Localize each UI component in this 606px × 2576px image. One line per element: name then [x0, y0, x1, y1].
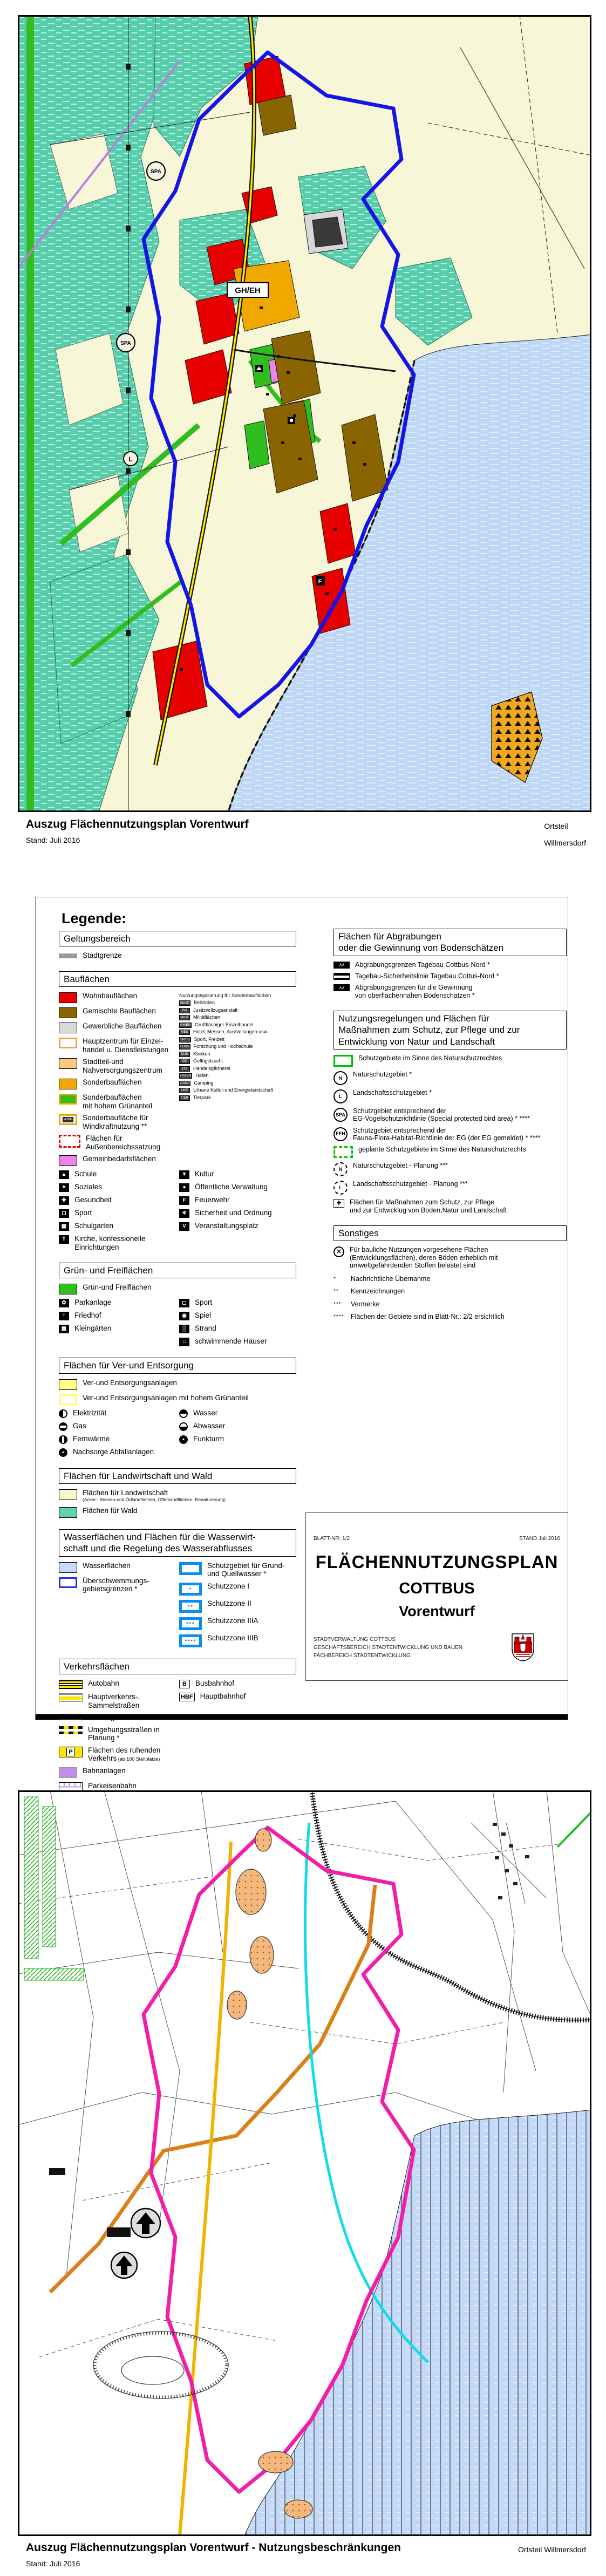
legend-item-schulgarten-icon: ▦ Schulgarten: [59, 1222, 176, 1231]
legend-item-nachsorge-abfallanlagen-icon: ▲ Nachsorge Abfallanlagen: [59, 1448, 176, 1457]
ffh-symbol-swatch: FFH: [333, 1127, 348, 1141]
legend-item-typcode: FORS Forschung und Hochschule: [180, 1044, 253, 1050]
section-heading-landwirtschaft-wald: Flächen für Landwirtschaft und Wald: [59, 1468, 296, 1484]
wasser-icon-swatch: [179, 1409, 188, 1418]
kultur-icon-swatch: ▼: [179, 1170, 189, 1179]
authority-lines: STADTVERWALTUNG COTTBUS GESCHÄFTSBEREICH STADTENTWICKLUNG UND BAUEN FACHBEREICH STADTENTWICKLUNG: [314, 1637, 462, 1659]
legend-item-elektrizitaet-icon: Elektrizität: [59, 1409, 176, 1418]
legend-item-ver-entsorgungsanlagen-gruen: Ver-und Entsorgungsanlagen mit hohem Grünanteil: [59, 1394, 296, 1405]
geplante-schutzgebiete-swatch: [333, 1146, 353, 1158]
legend-item-typcode: JVA Justizvollzugsanstalt: [179, 1007, 296, 1013]
schutzzone-3a-swatch: ●●●: [179, 1617, 202, 1630]
typcode-swatch: MILIT: [179, 1015, 190, 1020]
map1-caption: [26, 818, 591, 847]
typcode-swatch: CAMP: [180, 1081, 190, 1085]
naturschutzgebiet-planung-symbol-swatch: N: [333, 1162, 348, 1176]
ver-entsorgungsanlagen-gruen-swatch: [59, 1394, 77, 1405]
kleingaerten-icon-swatch: ▩: [59, 1325, 69, 1333]
legend-item-ueberschwemmungsgebietsgrenzen: Überschwemmungs- gebietsgrenzen *: [59, 1577, 176, 1593]
typcode-swatch: KLIN: [179, 1052, 190, 1057]
legend-item-entwicklungsflaechen-belastet-symbol: ✕ Für bauliche Nutzungen vorgesehene Flächen (Entwicklungsflächen), deren Böden erheblich mit umweltgefährdenden Stoffen belastet sind: [333, 1246, 567, 1269]
legend-item-typcode: MILIT Militäflächen: [179, 1014, 296, 1020]
wasserflaechen-swatch: [59, 1562, 77, 1573]
ver-entsorgungsanlagen-swatch: [59, 1379, 77, 1390]
schulgarten-icon-swatch: ▦: [59, 1222, 69, 1231]
typcode-swatch: GH/EH: [180, 1023, 191, 1027]
abgrabungsgrenzen-tagebau-swatch: ∧∧: [333, 962, 350, 969]
legend-item-hauptzentrum: Hauptzentrum für Einzel- handel u. Dienstleistungen: [59, 1037, 176, 1054]
legend-item-sonderbauflaechen-gruen: Sonderbauflächen mit hohem Grünanteil: [59, 1093, 176, 1110]
section-heading-nutzungsregelungen: Nutzungsregelungen und Flächen für Maßnahmen zum Schutz, zur Pflege und zur Entwicklung von Natur und Landschaft: [333, 1011, 567, 1050]
section-heading-verkehrsflaechen: Verkehrsflächen: [59, 1659, 296, 1674]
section-heading-bauflaechen: Bauflächen: [59, 971, 296, 987]
typcode-swatch: HAFEN: [180, 1074, 192, 1078]
legend-item-typcode: CAMP Camping: [180, 1080, 214, 1086]
sicherheit-ordnung-icon-swatch: ✳: [179, 1209, 189, 1218]
svg-text:GH/EH: GH/EH: [235, 286, 261, 295]
map-flaechennutzungsplan-vorentwurf: [18, 15, 591, 812]
legend-item-spa-symbol: SPA Schutzgebiet entsprechend der EG-Vogelschutzrichtlinie (Special protected bird area) * ****: [333, 1107, 567, 1123]
autobahn-line-swatch: [59, 1680, 83, 1689]
map1-caption-ortsteil: Ortsteil Willmersdorf: [544, 822, 586, 847]
legend-item-note-1: * Nachrichtliche Übernahme: [333, 1273, 567, 1284]
schutzzone-3b-swatch: ●●●●: [179, 1634, 202, 1647]
legend-item-naturschutzgebiet-symbol: N Naturschutzgebiet *: [333, 1071, 567, 1085]
typcode-swatch: GZ: [179, 1059, 190, 1064]
schutzgebiet-grundwasser-swatch: [179, 1562, 202, 1575]
flaechen-landwirtschaft-swatch: [59, 1489, 77, 1500]
legend-subheading: Nutzungstypisierung für Sonderbauflächen: [179, 993, 271, 999]
legend-item-gewerbliche-bauflaechen: Gewerbliche Bauflächen: [59, 1022, 176, 1033]
bahnanlagen-swatch: [59, 1767, 77, 1778]
legend-item-umgehungsstrassen-line: Umgehungsstraßen in Planung *: [59, 1726, 176, 1742]
spa-symbol-swatch: SPA: [333, 1108, 348, 1122]
schule-icon-swatch: ▲: [59, 1170, 69, 1179]
umgehungsstrassen-line-swatch: [59, 1726, 83, 1734]
legend-item-parkanlage-icon: ✿ Parkanlage: [59, 1298, 176, 1307]
section-heading-verentsorgung: Flächen für Ver-und Entsorgung: [59, 1358, 296, 1373]
entwicklungsflaechen-belastet-symbol-swatch: ✕: [333, 1246, 344, 1257]
schutzzone-1-swatch: ●: [179, 1583, 202, 1596]
legend-title: Legende:: [62, 910, 127, 926]
gh-eh-label: [227, 283, 268, 297]
legend-page: [35, 897, 568, 1790]
svg-text:F: F: [318, 578, 322, 585]
legend-item-autobahn-line: Autobahn: [59, 1679, 176, 1689]
legend-item-aussenbereichssatzung: Flächen für Außenbereichssatzung: [59, 1134, 176, 1151]
abwasser-icon-swatch: [179, 1422, 188, 1431]
aussenbereichssatzung-swatch: [59, 1135, 80, 1148]
legend-section-nutzungsregelungen: [333, 1011, 567, 1218]
stand-label: STAND Juli 2016: [519, 1536, 560, 1542]
legend-item-typcode: GZ Geflügelzucht: [179, 1058, 296, 1064]
legend-item-typcode: MES Hotel, Messen, Ausstellungen usw.: [179, 1029, 296, 1035]
hauptverkehrsstrassen-line-swatch: [59, 1693, 83, 1702]
gemischte-bauflaechen-swatch: [59, 1007, 77, 1018]
legend-item-hauptverkehrsstrassen-line: Hauptverkehrs-, Sammelstraßen: [59, 1693, 176, 1709]
legend-item-typcode: HG Handelsgärtnerei: [179, 1066, 296, 1072]
schwimmende-haeuser-icon-swatch: ⌂: [179, 1338, 189, 1346]
section-heading-wasserflaechen: Wasserflächen und Flächen für die Wasserwirt- schaft und die Regelung des Wasserabflusses: [59, 1529, 296, 1557]
hauptbahnhof-symbol-swatch: HBF: [179, 1693, 195, 1701]
schutzgebiete-naturschutzrecht-swatch: [333, 1055, 353, 1067]
section-heading-gruenflaechen: Grün- und Freiflächen: [59, 1263, 296, 1278]
svg-text:SPA: SPA: [120, 340, 131, 346]
landschaftsschutzgebiet-symbol-swatch: L: [333, 1089, 348, 1103]
legend-item-sonderbauflaechen: Sonderbauflächen: [59, 1078, 176, 1089]
section-heading-abgrabungen: Flächen für Abgrabungen oder die Gewinnung von Bodenschätzen: [333, 929, 567, 956]
legend-item-massnahmen-flaechen-symbol: ✚ Flächen für Maßnahmen zum Schutz, zur Pflege und zur Entwicklug von Boden,Natur und Landschaft: [333, 1198, 567, 1214]
sonderbauflaeche-windkraft-swatch: WIND: [59, 1114, 77, 1125]
legend-item-fernwaerme-icon: Fernwärme: [59, 1435, 176, 1444]
legend-section-landwirtschaft-wald: [59, 1468, 296, 1522]
typcode-swatch: HG: [179, 1066, 190, 1072]
legend-item-gesundheit-icon: ✚ Gesundheit: [59, 1196, 176, 1205]
legend-item-wasser-icon: Wasser: [179, 1409, 296, 1418]
section-heading-geltungsbereich: Geltungsbereich: [59, 931, 296, 946]
tagebau-sicherheitslinie-swatch: [333, 973, 350, 980]
legend-section-gruenflaechen: [59, 1263, 296, 1350]
naturschutzgebiet-symbol-swatch: N: [333, 1071, 348, 1085]
oeffentliche-verwaltung-icon-swatch: ●: [179, 1183, 189, 1192]
legend-item-stadtgrenze-line: Stadtgrenze: [59, 951, 296, 960]
typcode-swatch: FORS: [180, 1045, 189, 1049]
legend-item-sport-gruen-icon: ◻ Sport: [179, 1298, 296, 1307]
legend-item-kirche-icon: ✝ Kirche, konfessionelle Einrichtungen: [59, 1235, 176, 1251]
legend-item-bahnanlagen: Bahnanlagen: [59, 1767, 176, 1778]
lsg-circle-label: L: [128, 455, 133, 463]
stadtteil-nahversorgungszentrum-swatch: [59, 1058, 77, 1069]
legend-item-landschaftsschutzgebiet-planung-symbol: L Landschaftsschutzgebiet - Planung ***: [333, 1180, 567, 1195]
legend-item-ffh-symbol: FFH Schutzgebiet entsprechend der Fauna-Flora-Habitat-Richtlinie der EG (der EG gemeldet) * ****: [333, 1127, 567, 1142]
legend-item-funkturm-icon: ▲ Funkturm: [179, 1435, 296, 1444]
legend-item-note-2: ** Kennzeichnungen: [333, 1286, 567, 1297]
page-edge-bar: [36, 1714, 568, 1720]
section-heading-sonstiges: Sonstiges: [333, 1225, 567, 1241]
legend-section-abgrabungen: [333, 929, 567, 1003]
legend-item-gas-icon: Gas: [59, 1422, 176, 1431]
abgrabungsgrenzen-bodenschaetze-swatch: ∧∧: [333, 984, 350, 991]
legend-item-tagebau-sicherheitslinie: Tagebau-Sicherheitslinie Tagebau Cottus-Nord *: [333, 972, 567, 980]
funkturm-icon-swatch: ▲: [179, 1435, 188, 1444]
busbahnhof-symbol-swatch: B: [179, 1680, 190, 1688]
legend-item-friedhof-icon: † Friedhof: [59, 1311, 176, 1320]
schutzzone-2-swatch: ●●: [179, 1600, 202, 1613]
legend-item-sonderbauflaeche-windkraft: WIND Sonderbaufläche für Windkraftnutzung **: [59, 1114, 176, 1130]
gesundheit-icon-swatch: ✚: [59, 1196, 69, 1205]
strand-icon-swatch: ▒: [179, 1325, 189, 1333]
legend-item-gruen-freiflaechen: Grün-und Freiflächen: [59, 1283, 296, 1294]
soziales-icon-swatch: ✦: [59, 1183, 69, 1192]
legend-item-typcode: BEHÖ Behörden: [180, 1000, 215, 1006]
legend-item-wasserflaechen: Wasserflächen: [59, 1562, 176, 1573]
spiel-icon-swatch: ◉: [179, 1312, 189, 1320]
typcode-swatch: SP/FR: [180, 1038, 190, 1041]
legend-item-abgrabungsgrenzen-bodenschaetze: ∧∧ Abgrabungsgrenzen für die Gewinnung von oberflächennahen Bodenschätzen *: [333, 984, 567, 999]
elektrizitaet-icon-swatch: [59, 1409, 67, 1418]
title-block: [305, 1512, 568, 1681]
cottbus-coat-of-arms-icon: [510, 1631, 535, 1662]
legend-item-landschaftsschutzgebiet-symbol: L Landschaftsschutzgebiet *: [333, 1089, 567, 1103]
legend-item-typcode: TIER Tierpark: [179, 1095, 296, 1101]
legend-item-typcode: SP/FR Sport, Freizeit: [180, 1036, 224, 1042]
sonderbauflaechen-gruen-swatch: [59, 1094, 77, 1105]
legend-item-schutzzone-1: ● Schutzzone I: [179, 1582, 296, 1596]
legend-item-spiel-icon: ◉ Spiel: [179, 1311, 296, 1320]
legend-item-parkeisenbahn-line: Parkeisenbahn: [59, 1782, 176, 1791]
note-1-swatch: *: [333, 1276, 336, 1282]
legend-item-wohnbauflaechen: Wohnbauflächen: [59, 992, 176, 1003]
legend-item-schutzzone-3a: ●●● Schutzzone IIIA: [179, 1617, 296, 1630]
parkeisenbahn-line-swatch: [59, 1782, 83, 1791]
hauptzentrum-swatch: [59, 1038, 77, 1048]
blatt-nr: BLATT-NR: 1/2: [314, 1536, 350, 1542]
flaechen-wald-swatch: [59, 1507, 77, 1518]
legend-item-flaechen-wald: Flächen für Wald: [59, 1507, 296, 1518]
legend-section-sonstiges: [333, 1225, 567, 1324]
legend-item-busbahnhof-symbol: B Busbahnhof: [179, 1679, 296, 1688]
map2-caption-title: Auszug Flächennutzungsplan Vorentwurf - Nutzungsbeschränkungen: [26, 2541, 401, 2554]
veranstaltungsplatz-icon-swatch: V: [179, 1222, 189, 1231]
gruen-freiflaechen-swatch: [59, 1284, 77, 1294]
legend-item-schutzzone-2: ●● Schutzzone II: [179, 1599, 296, 1613]
massnahmen-flaechen-symbol-swatch: ✚: [333, 1199, 344, 1208]
sport-icon-swatch: ◻: [59, 1209, 69, 1218]
legend-item-gemeinbedarfsflaechen: Gemeinbedarfsflächen: [59, 1155, 176, 1166]
legend-item-schutzgebiet-grundwasser: Schutzgebiet für Grund- und Quellwasser *: [179, 1562, 296, 1578]
legend-item-stadtteil-nahversorgungszentrum: Stadtteil-und Nahversorgungszentrum: [59, 1058, 176, 1074]
legend-column-left: [59, 931, 296, 1828]
spa-circle-label: SPA: [151, 169, 161, 175]
friedhof-icon-swatch: †: [59, 1312, 69, 1320]
wohnbauflaechen-swatch: [59, 992, 77, 1003]
legend-item-sicherheit-ordnung-icon: ✳ Sicherheit und Ordnung: [179, 1209, 296, 1218]
legend-item-note-4: **** Flächen der Gebiete sind in Blatt-Nr.: 2/2 ersichtlich: [333, 1311, 567, 1323]
legend-item-typcode: KLIN Kliniken: [179, 1051, 296, 1057]
plan-title: FLÄCHENNUTZUNGSPLAN COTTBUS Vorentwurf: [315, 1552, 559, 1619]
legend-item-schutzgebiete-naturschutzrecht: Schutzgebiete im Sinne des Naturschutzrechtes: [333, 1054, 567, 1067]
gemeinbedarfsflaechen-swatch: [59, 1155, 77, 1166]
legend-item-abwasser-icon: Abwasser: [179, 1422, 296, 1431]
legend-item-oeffentliche-verwaltung-icon: ● Öffentliche Verwaltung: [179, 1183, 296, 1192]
ueberschwemmungsgebietsgrenzen-swatch: [59, 1577, 77, 1588]
map1-caption-stand: Stand: Juli 2016: [26, 836, 80, 844]
typcode-swatch: UKE: [179, 1088, 190, 1093]
kirche-icon-swatch: ✝: [59, 1235, 69, 1244]
legend-item-hauptbahnhof-symbol: HBF Hauptbahnhof: [179, 1692, 296, 1701]
map1-caption-title: Auszug Flächennutzungsplan Vorentwurf: [26, 818, 249, 830]
typcode-swatch: MES: [179, 1030, 190, 1035]
legend-item-schutzzone-3b: ●●●● Schutzzone IIIB: [179, 1634, 296, 1647]
legend-section-verentsorgung: [59, 1358, 296, 1460]
map-nutzungsbeschraenkungen: [18, 1790, 591, 2536]
legend-item-sport-icon: ◻ Sport: [59, 1209, 176, 1218]
legend-item-abgrabungsgrenzen-tagebau: ∧∧ Abgrabungsgrenzen Tagebau Cottbus-Nord *: [333, 961, 567, 969]
note-2-swatch: **: [333, 1289, 339, 1295]
legend-item-geplante-schutzgebiete: geplante Schutzgebiete im Sinne des Naturschutzrechts: [333, 1146, 567, 1158]
sport-gruen-icon-swatch: ◻: [179, 1299, 189, 1307]
legend-item-soziales-icon: ✦ Soziales: [59, 1183, 176, 1192]
note-3-swatch: ***: [333, 1301, 342, 1307]
map2-caption: [26, 2541, 591, 2568]
legend-item-gemischte-bauflaechen: Gemischte Bauflächen: [59, 1007, 176, 1018]
legend-item-typcode: UKE Urbane Kultur-und Energielandschaft: [179, 1087, 296, 1093]
legend-item-note-3: *** Vermerke: [333, 1298, 567, 1310]
legend-section-geltungsbereich: [59, 931, 296, 964]
legend-item-kultur-icon: ▼ Kultur: [179, 1170, 296, 1179]
map2-caption-stand: Stand: Juli 2016: [26, 2559, 80, 2568]
sonderbauflaechen-swatch: [59, 1079, 77, 1089]
legend-column-right: [333, 929, 567, 1331]
note-4-swatch: ****: [333, 1314, 344, 1320]
legend-section-wasserflaechen: [59, 1529, 296, 1651]
legend-item-schwimmende-haeuser-icon: ⌂ schwimmende Häuser: [179, 1337, 296, 1346]
landschaftsschutzgebiet-planung-symbol-swatch: L: [333, 1181, 348, 1195]
gas-icon-swatch: [59, 1422, 67, 1431]
legend-item-flaechen-landwirtschaft: Flächen für Landwirtschaft (Acker-, Wiesen-und Ödlandflächen, Offenlandflächen, Renaturierung): [59, 1489, 296, 1503]
legend-item-schule-icon: ▲ Schule: [59, 1170, 176, 1179]
legend-item-ruhender-verkehr: P Flächen des ruhenden Verkehrs (ab 100 Stellplätze): [59, 1746, 176, 1763]
typcode-swatch: TIER: [179, 1095, 190, 1101]
typcode-swatch: JVA: [179, 1008, 190, 1013]
typcode-swatch: BEHÖ: [180, 1001, 190, 1005]
legend-item-typcode: GH/EH Großflächiger Einzelhandel: [180, 1021, 254, 1027]
gewerbliche-bauflaechen-swatch: [59, 1023, 77, 1033]
legend-item-strand-icon: ▒ Strand: [179, 1324, 296, 1333]
stadtgrenze-line-swatch: [59, 953, 77, 958]
legend-item-typcode: HAFEN Hafen: [180, 1073, 209, 1079]
fernwaerme-icon-swatch: [59, 1435, 67, 1444]
legend-section-bauflaechen: [59, 971, 296, 1255]
legend-item-veranstaltungsplatz-icon: V Veranstaltungsplatz: [179, 1222, 296, 1231]
feuerwehr-icon-swatch: F: [179, 1196, 189, 1205]
legend-item-feuerwehr-icon: F Feuerwehr: [179, 1196, 296, 1205]
ruhender-verkehr-swatch: P: [59, 1747, 83, 1757]
nachsorge-abfallanlagen-icon-swatch: ▲: [59, 1448, 67, 1457]
legend-item-naturschutzgebiet-planung-symbol: N Naturschutzgebiet - Planung ***: [333, 1162, 567, 1176]
legend-item-kleingaerten-icon: ▩ Kleingärten: [59, 1324, 176, 1333]
parkanlage-icon-swatch: ✿: [59, 1299, 69, 1307]
legend-item-ver-entsorgungsanlagen: Ver-und Entsorgungsanlagen: [59, 1379, 296, 1390]
map2-caption-ortsteil: Ortsteil Willmersdorf: [518, 2545, 586, 2554]
